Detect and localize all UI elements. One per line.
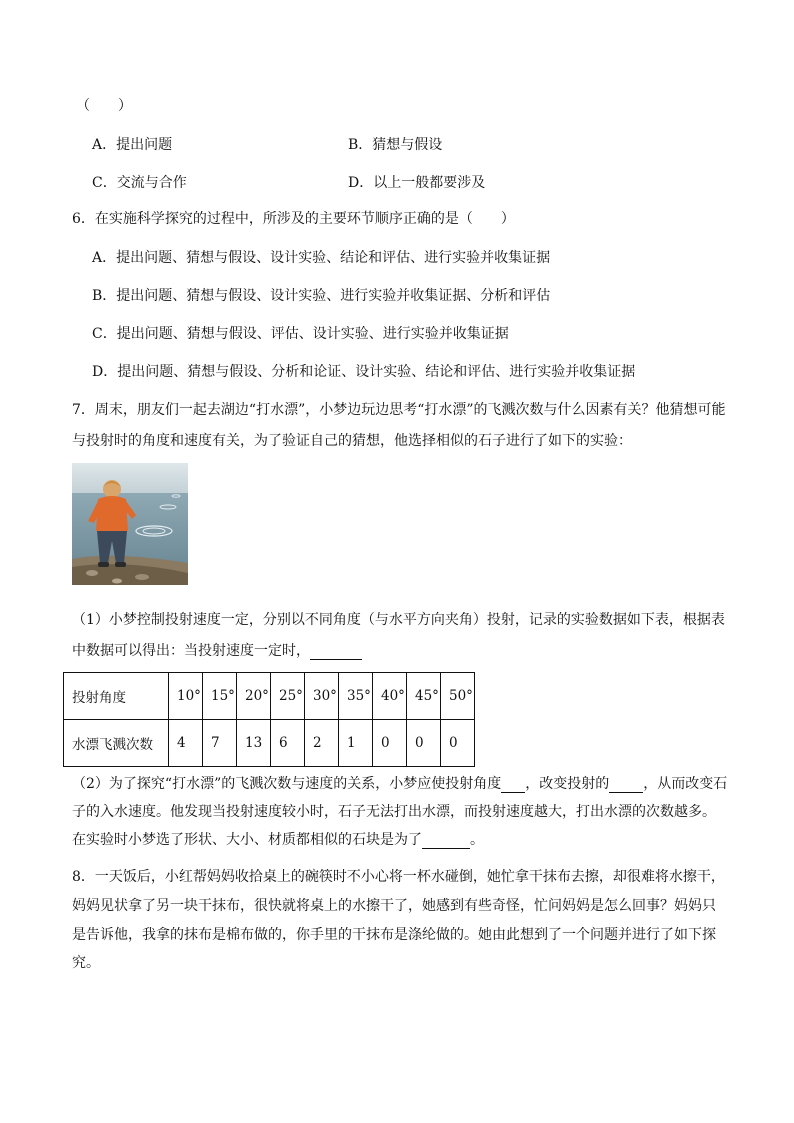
q7-part2-text-d: 在实验时小梦选了形状、大小、材质都相似的石块是为了 [72,832,422,848]
angle-cell: 35° [339,673,373,720]
q7-part2-text-a: （2）为了探究“打水漂”的飞溅次数与速度的关系，小梦应使投射角度 [72,776,502,792]
count-cell: 4 [169,720,203,767]
q8-line1: 8．一天饭后，小红帮妈妈收拾桌上的碗筷时不小心将一杯水碰倒，她忙拿干抹布去擦，却很难将水擦干， [72,869,725,885]
q5-option-c: C．交流与合作 [92,175,187,191]
count-cell: 0 [373,720,407,767]
q7-stem-line2: 与投射时的角度和速度有关，为了验证自己的猜想，他选择相似的石子进行了如下的实验： [72,433,632,449]
q7-part2-text-b: ，改变投射的 [525,776,610,792]
angle-cell: 25° [271,673,305,720]
angle-cell: 40° [373,673,407,720]
q7-part2-text-c: ，从而改变石 [643,776,728,792]
q8-line3: 是告诉他，我拿的抹布是棉布做的，你手里的干抹布是涤纶做的。她由此想到了一个问题并进行了如下探 [72,927,716,943]
angle-cell: 50° [441,673,475,720]
angle-cell: 45° [407,673,441,720]
q8-line2: 妈妈见状拿了另一块干抹布，很快就将桌上的水擦干了，她感到有些奇怪，忙问妈妈是怎么回事？妈妈只 [72,898,716,914]
answer-blank[interactable] [609,778,643,793]
answer-blank[interactable] [422,834,470,849]
angle-splash-table [63,672,475,767]
answer-blank[interactable] [501,778,525,793]
q5-answer-paren: （ ） [76,98,132,114]
angle-cell: 10° [169,673,203,720]
q7-part1-line2-text: 中数据可以得出：当投射速度一定时， [72,643,310,659]
angle-cell: 30° [305,673,339,720]
q6-option-c: C．提出问题、猜想与假设、评估、设计实验、进行实验并收集证据 [92,326,509,342]
q7-part2-line2: 子的入水速度。他发现当投射速度较小时，石子无法打出水漂，而投射速度越大，打出水漂的次数越多。 [72,804,716,820]
count-cell: 7 [203,720,237,767]
table-header-splash-count: 水漂飞溅次数 [64,720,169,767]
q6-stem: 6．在实施科学探究的过程中，所涉及的主要环节顺序正确的是（ ） [72,211,515,227]
count-cell: 1 [339,720,373,767]
count-cell: 0 [407,720,441,767]
q5-option-d: D．以上一般都要涉及 [348,175,486,191]
q7-part2-line1 [72,773,727,793]
q7-part2-line3 [72,829,484,849]
q7-part1-line1: （1）小梦控制投射速度一定，分别以不同角度（与水平方向夹角）投射，记录的实验数据如下表，根据表 [72,612,725,628]
q5-option-b: B．猜想与假设 [348,137,443,153]
q7-part1-line2 [72,640,362,660]
q5-option-a: A．提出问题 [92,137,173,153]
answer-blank[interactable] [310,645,362,660]
table-header-angle: 投射角度 [64,673,169,720]
table-row-splash-count [64,720,475,767]
q6-option-d: D．提出问题、猜想与假设、分析和论证、设计实验、结论和评估、进行实验并收集证据 [92,364,636,380]
table-row-angle [64,673,475,720]
stone-skipping-illustration [72,463,188,585]
q7-stem-line1: 7．周末，朋友们一起去湖边“打水漂”，小梦边玩边思考“打水漂”的飞溅次数与什么因素有关？他猜想可能 [72,402,726,418]
q6-option-b: B．提出问题、猜想与假设、设计实验、进行实验并收集证据、分析和评估 [92,288,551,304]
count-cell: 13 [237,720,271,767]
count-cell: 6 [271,720,305,767]
angle-cell: 15° [203,673,237,720]
count-cell: 0 [441,720,475,767]
count-cell: 2 [305,720,339,767]
q7-part2-text-e: 。 [470,832,484,848]
q8-line4: 究。 [72,955,100,971]
q6-option-a: A．提出问题、猜想与假设、设计实验、结论和评估、进行实验并收集证据 [92,250,551,266]
angle-cell: 20° [237,673,271,720]
